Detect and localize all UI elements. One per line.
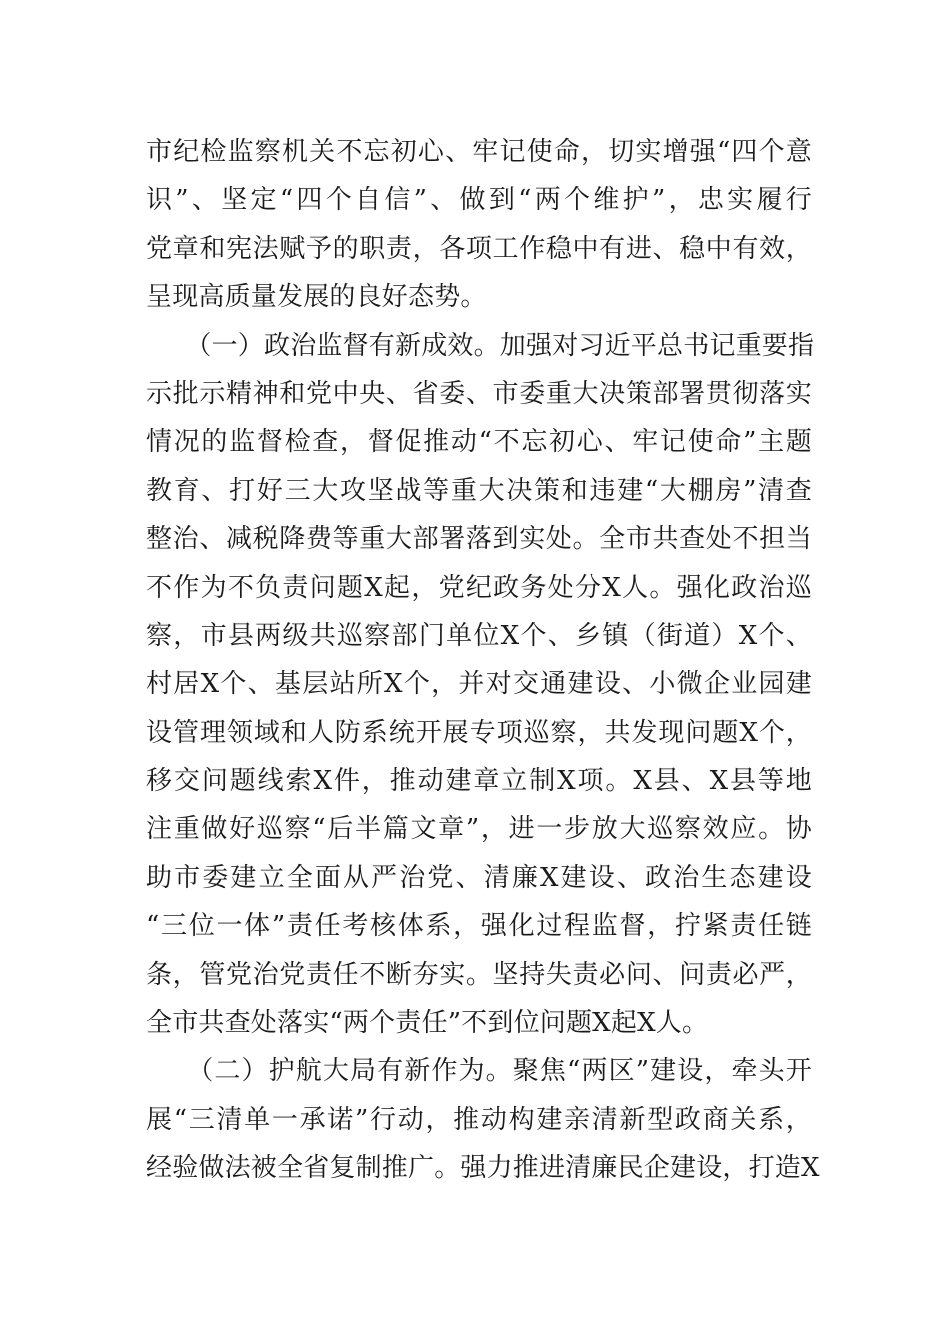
text-line: 识”、坚定“四个自信”、做到“两个维护”，忠实履行 (146, 185, 812, 216)
section-heading-line: （二）护航大局有新作为。聚焦“两区”建设，牵头开 (146, 1056, 812, 1087)
text-line: 情况的监督检查，督促推动“不忘初心、牢记使命”主题 (146, 427, 812, 458)
text-line: 助市委建立全面从严治党、清廉X建设、政治生态建设 (146, 862, 812, 893)
text-line: 教育、打好三大攻坚战等重大决策和违建“大棚房”清查 (146, 475, 812, 506)
text-line: “三位一体”责任考核体系，强化过程监督，拧紧责任链 (146, 911, 812, 942)
text-line: 整治、减税降费等重大部署落到实处。全市共查处不担当 (146, 524, 812, 555)
text-line: 经验做法被全省复制推广。强力推进清廉民企建设，打造X (146, 1153, 820, 1184)
text-line: 全市共查处落实“两个责任”不到位问题X起X人。 (146, 1008, 709, 1039)
text-line: 察，市县两级共巡察部门单位X个、乡镇（街道）X个、 (146, 620, 812, 651)
text-line: 呈现高质量发展的良好态势。 (146, 282, 487, 313)
text-line: 注重做好巡察“后半篇文章”，进一步放大巡察效应。协 (146, 814, 812, 845)
text-line: 不作为不负责问题X起，党纪政务处分X人。强化政治巡 (146, 572, 812, 603)
text-line: 移交问题线索X件，推动建章立制X项。X县、X县等地 (146, 766, 812, 797)
text-line: 示批示精神和党中央、省委、市委重大决策部署贯彻落实 (146, 378, 812, 409)
text-line: 展“三清单一承诺”行动，推动构建亲清新型政商关系， (146, 1104, 812, 1135)
section-heading-line: （一）政治监督有新成效。加强对习近平总书记重要指 (146, 330, 815, 361)
text-line: 设管理领域和人防系统开展专项巡察，共发现问题X个， (146, 717, 812, 748)
text-line: 条，管党治党责任不断夯实。坚持失责必问、问责必严， (146, 959, 812, 990)
text-line: 市纪检监察机关不忘初心、牢记使命，切实增强“四个意 (146, 137, 812, 167)
body-text (146, 128, 820, 1193)
text-line: 村居X个、基层站所X个，并对交通建设、小微企业园建 (146, 669, 812, 700)
text-line: 党章和宪法赋予的职责，各项工作稳中有进、稳中有效， (146, 233, 812, 264)
